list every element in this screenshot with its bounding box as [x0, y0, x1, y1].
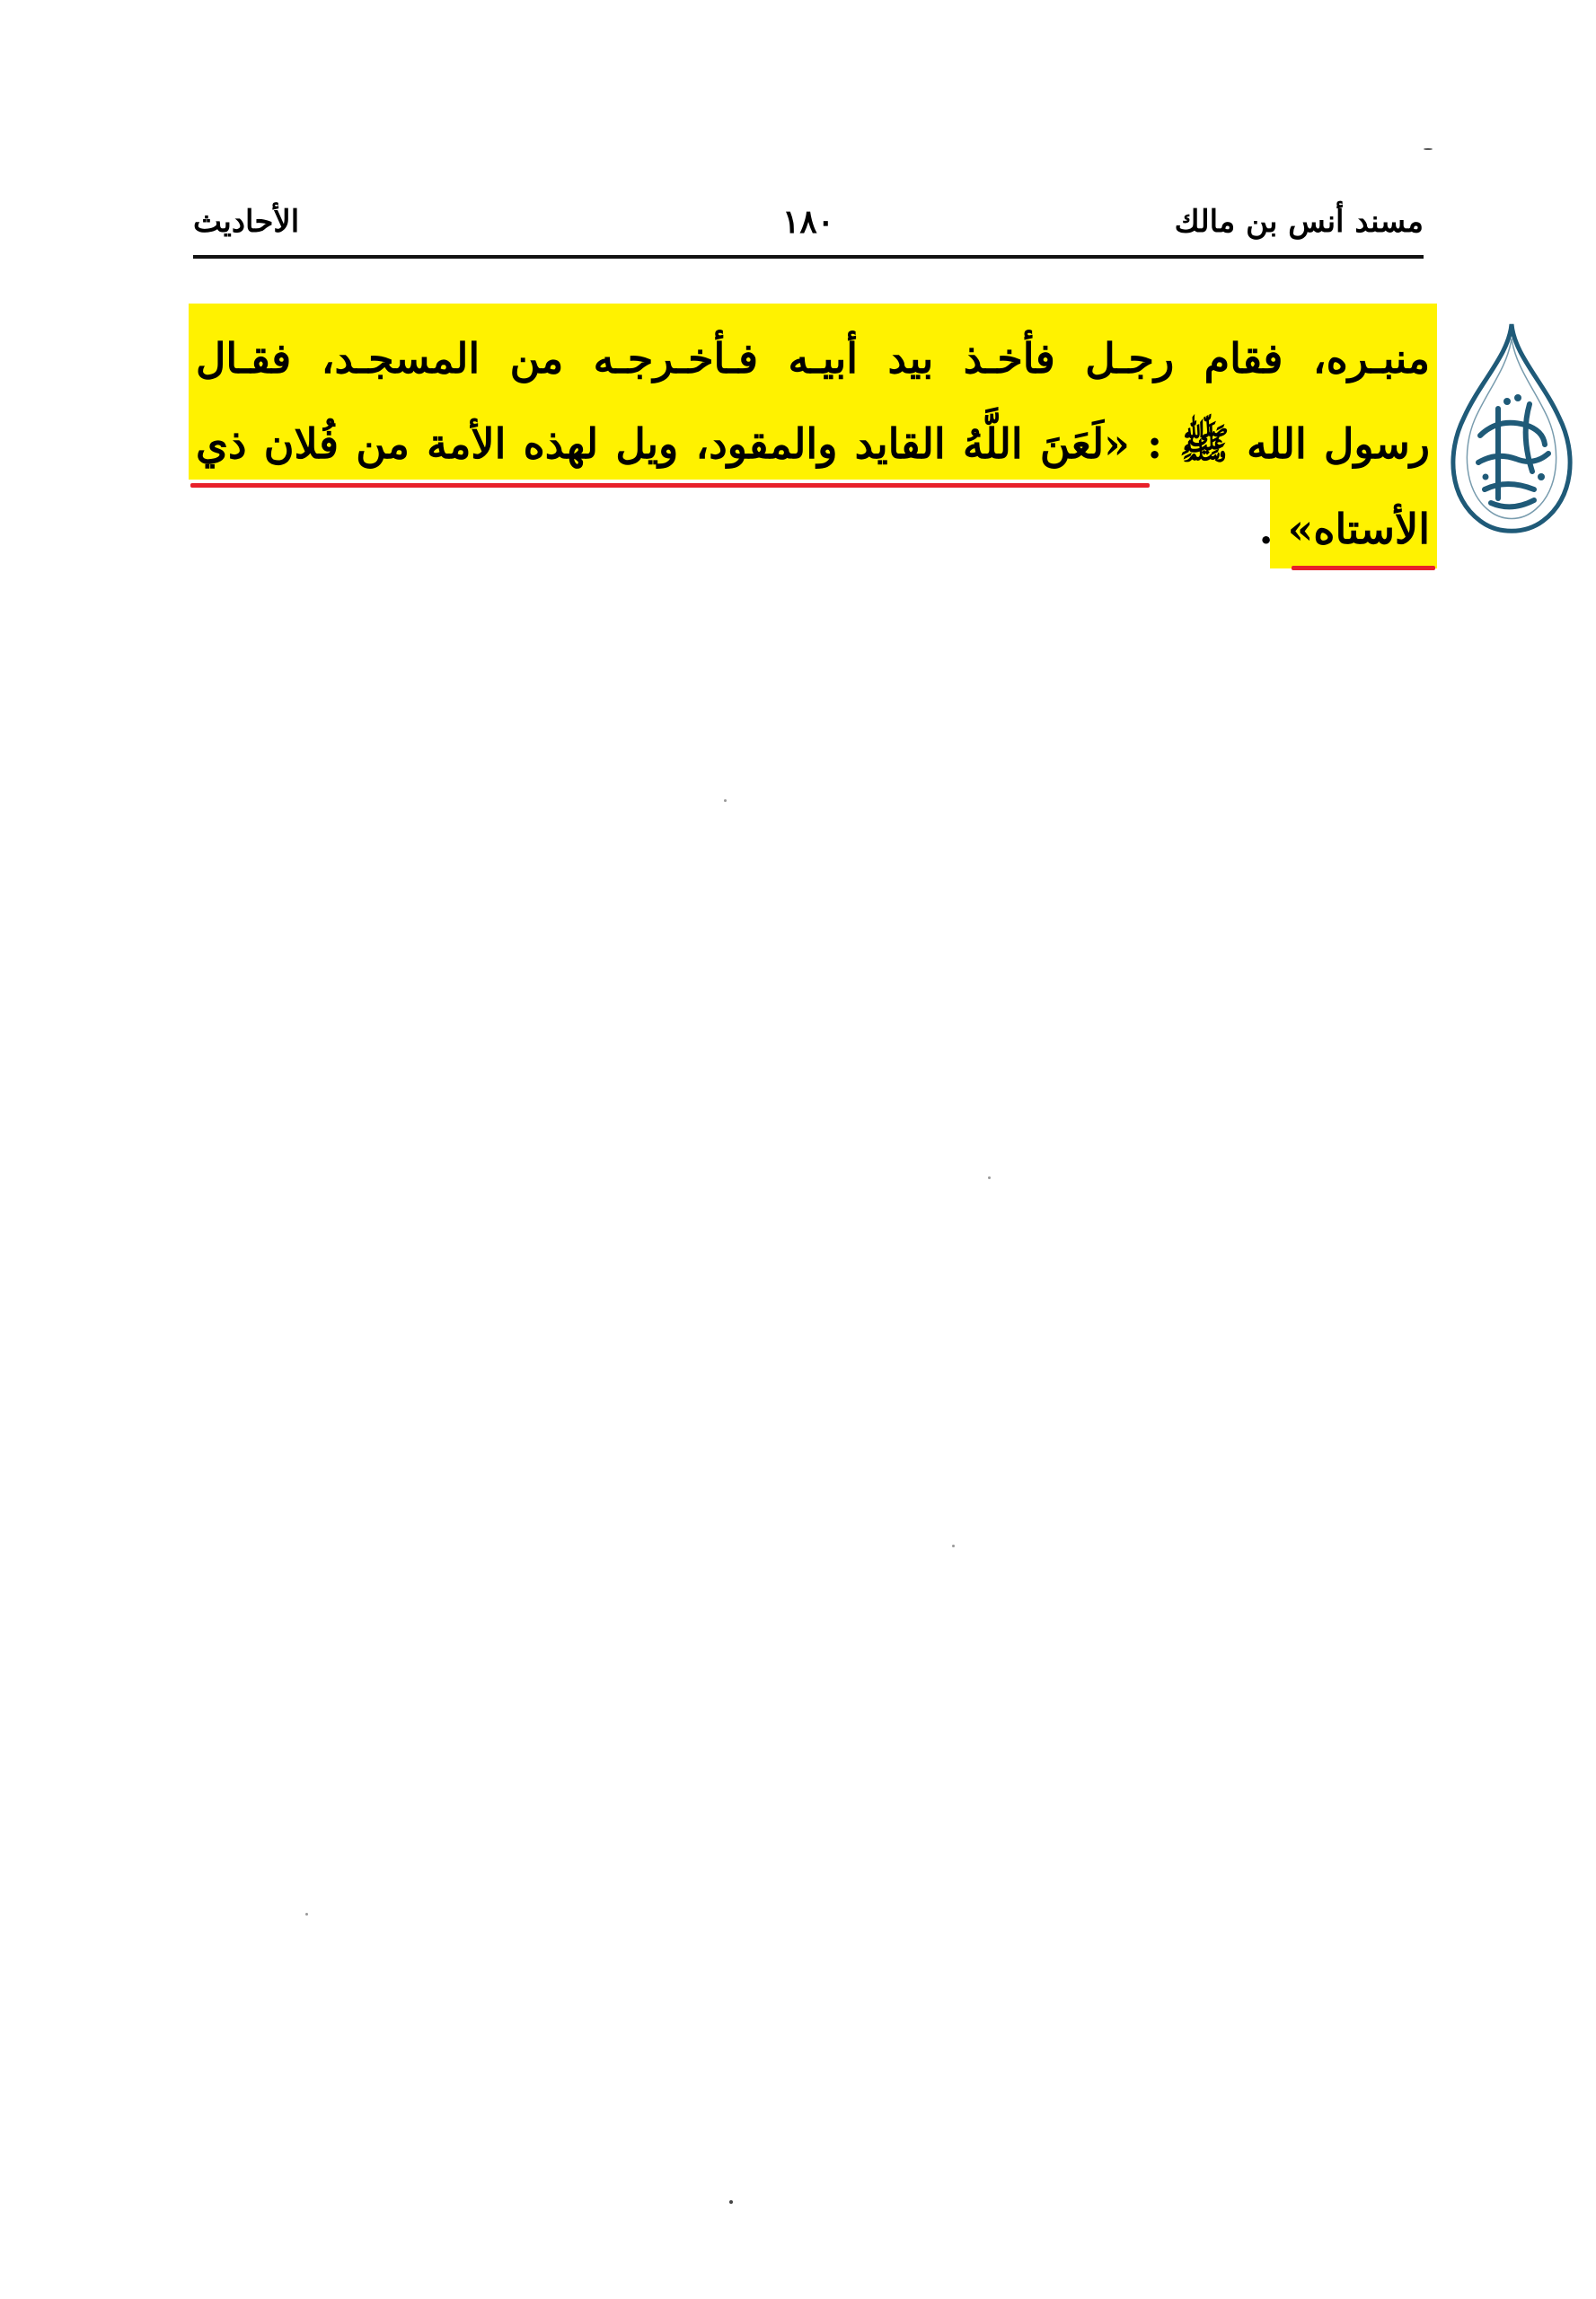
red-underline-line-2: [190, 483, 1150, 488]
paragraph-line-2: رسول الله ﷺ : «لَعَنَ اللَّهُ القايد والمقود، ويل لهذه الأمة من فُلان ذي: [196, 419, 1430, 468]
header-rule: [193, 255, 1424, 259]
header-book-title: مسند أنس بن مالك: [1174, 204, 1424, 240]
calligraphy-watermark-logo: [1444, 319, 1579, 543]
scan-speck: [952, 1545, 955, 1547]
scan-speck: [724, 799, 727, 802]
scan-speck: [305, 1913, 308, 1916]
page-number: ١٨٠: [781, 203, 835, 241]
header-section-title: الأحاديث: [193, 204, 300, 240]
red-underline-line-3: [1292, 566, 1435, 570]
scan-speck: [729, 2200, 733, 2204]
paragraph-line-1: منبـره، فقام رجـل فأخـذ بيد أبيـه فـأخـرجـه من المسجـد، فقـال: [196, 334, 1430, 383]
scan-speck: [988, 1176, 991, 1179]
hadith-paragraph: [196, 316, 1430, 572]
drop-outline: [1453, 324, 1570, 531]
paragraph-line-3: الأستاه» .: [1258, 505, 1430, 553]
running-header: [193, 193, 1424, 247]
scan-speck: [1424, 148, 1433, 150]
